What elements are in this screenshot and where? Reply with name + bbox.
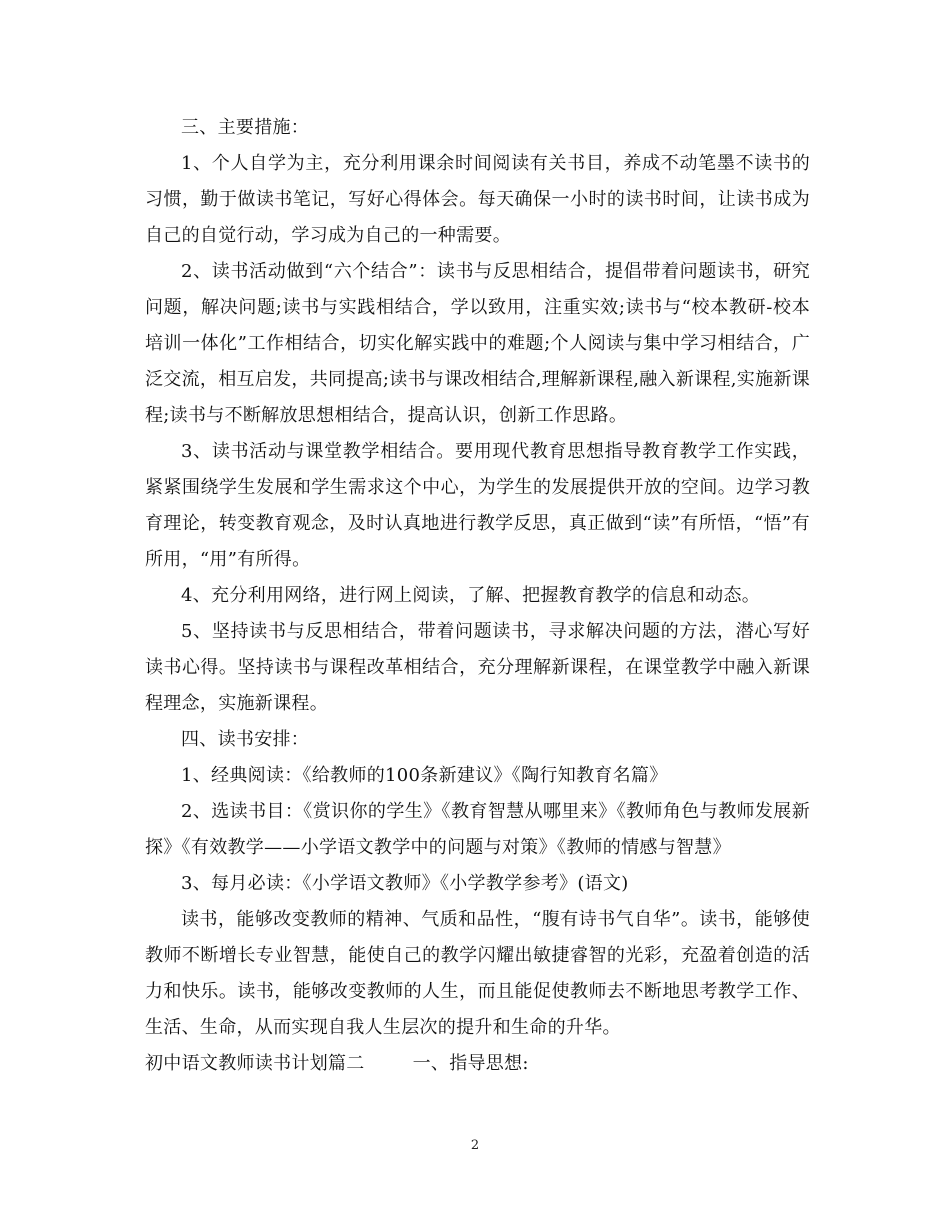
- paragraph-measure-1: 1、个人自学为主，充分利用课余时间阅读有关书目，养成不动笔墨不读书的习惯，勤于做读书笔记，写好心得体会。每天确保一小时的读书时间，让读书成为自己的自觉行动，学习成为自己的一种需要。: [145, 153, 810, 246]
- paragraph-measure-2: 2、读书活动做到“六个结合”：读书与反思相结合，提倡带着问题读书，研究问题，解决问题;读书与实践相结合，学以致用，注重实效;读书与“校本教研-校本培训一体化”工作相结合，切实化解实践中的难题;个人阅读与集中学习相结合，广泛交流，相互启发，共同提高;读书与课改相结合,理解新课程,融入新课程,实施新课程;读书与不断解放思想相结合，提高认识，创新工作思路。: [145, 261, 810, 426]
- paragraph-classic-reading: 1、经典阅读：《给教师的100条新建议》《陶行知教育名篇》: [181, 765, 668, 786]
- paragraph-measure-4: 4、充分利用网络，进行网上阅读，了解、把握教育教学的信息和动态。: [181, 585, 761, 606]
- section-heading-arrangement: 四、读书安排：: [181, 729, 310, 750]
- paragraph-monthly-reading: 3、每月必读：《小学语文教师》《小学教学参考》(语文): [181, 873, 629, 894]
- paragraph-measure-5: 5、坚持读书与反思相结合，带着问题读书，寻求解决问题的方法，潜心写好读书心得。坚持读书与课程改革相结合，充分理解新课程，在课堂教学中融入新课程理念，实施新课程。: [145, 621, 810, 714]
- paragraph-measure-3: 3、读书活动与课堂教学相结合。要用现代教育思想指导教育教学工作实践，紧紧围绕学生发展和学生需求这个中心，为学生的发展提供开放的空间。边学习教育理论，转变教育观念，及时认真地进行教学反思，真正做到“读”有所悟，“悟”有所用，“用”有所得。: [145, 441, 810, 570]
- next-article-heading: 初中语文教师读书计划篇二: [145, 1053, 365, 1074]
- document-body: [145, 110, 810, 1082]
- page-number: 2: [470, 1138, 480, 1153]
- next-article-section: 一、指导思想:: [412, 1053, 529, 1074]
- next-article-line: [145, 1046, 810, 1082]
- paragraph-conclusion: 读书，能够改变教师的精神、气质和品性，“腹有诗书气自华”。读书，能够使教师不断增长专业智慧，能使自己的教学闪耀出敏捷睿智的光彩，充盈着创造的活力和快乐。读书，能够改变教师的人生，而且能促使教师去不断地思考教学工作、生活、生命，从而实现自我人生层次的提升和生命的升华。: [145, 909, 810, 1038]
- section-heading-measures: 三、主要措施：: [181, 117, 310, 138]
- paragraph-selected-books: 2、选读书目：《赏识你的学生》《教育智慧从哪里来》《教师角色与教师发展新探》《有效教学——小学语文教学中的问题与对策》《教师的情感与智慧》: [145, 801, 810, 858]
